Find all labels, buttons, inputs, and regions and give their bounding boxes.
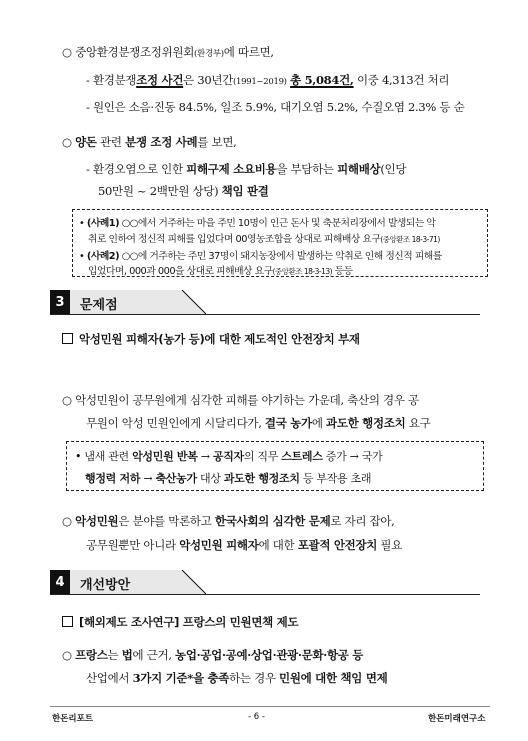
text-emph: 프랑스 xyxy=(75,648,108,662)
text: 입었다며, 000과 000을 상대로 피해배상 요구 xyxy=(88,266,273,277)
text-emph: 양돈 xyxy=(75,135,97,149)
text-emph: 공직자 xyxy=(212,450,244,463)
bullet-circle: ○ xyxy=(62,45,72,59)
text-emph: 결국 농가 xyxy=(264,416,312,430)
text: 무원이 악성 민원인에게 시달리다가, xyxy=(86,416,265,430)
para-france-law-cont xyxy=(86,670,387,686)
text: 로 자리 잡아, xyxy=(330,514,395,528)
square-bullet-icon xyxy=(62,616,73,627)
arrow: → xyxy=(140,472,156,485)
bullet-circle: ○ xyxy=(62,514,72,528)
text: 중앙환경분쟁조정위원회 xyxy=(75,45,195,59)
text: 공무원뿐만 아니라 xyxy=(86,538,180,552)
text-emph: 축산농가 xyxy=(155,472,197,485)
text: 산업에서 xyxy=(86,671,133,685)
section-title: 개선방안 xyxy=(80,578,131,593)
case-label: (사례1) xyxy=(86,218,120,229)
section-rule xyxy=(50,594,480,595)
text: 에 근거, xyxy=(132,648,176,662)
case2-line1 xyxy=(79,248,442,262)
para-france-law xyxy=(62,647,363,663)
heading-problem xyxy=(62,331,360,347)
text-note: (1991~2019) xyxy=(232,77,287,87)
para-compensation xyxy=(86,161,406,177)
dash: - xyxy=(86,162,90,176)
dash: - xyxy=(86,100,90,114)
text-emph: 농업·공업·공예·상업·관광·문화·항공 등 xyxy=(175,648,364,662)
case1-line1 xyxy=(79,215,435,229)
text: 를 보면, xyxy=(197,135,237,149)
para-dispute-cases xyxy=(86,72,449,88)
footer-rule xyxy=(50,706,490,707)
case-label: (사례2) xyxy=(86,251,120,262)
text: 에 따르면, xyxy=(223,45,274,59)
text: 환경분쟁 xyxy=(92,73,137,87)
text-emph: 총 5,084건, xyxy=(290,73,354,87)
text-emph: 피해배상 xyxy=(337,162,381,176)
text: 50만원 ~ 2백만원 상당) xyxy=(98,184,222,198)
text: 의 직무 xyxy=(243,450,282,463)
text: 등 부작용 초래 xyxy=(299,472,372,485)
text: 등등 xyxy=(332,266,353,277)
text: 증가 → 국가 xyxy=(322,450,383,463)
text: 는 xyxy=(107,648,122,662)
text: 을 부담하는 xyxy=(276,162,338,176)
text-emph: 포괄적 안전장치 xyxy=(297,538,378,552)
text: 대상 xyxy=(196,472,224,485)
flow-box xyxy=(66,441,484,491)
heading-improvement xyxy=(62,614,298,630)
text: 필요 xyxy=(377,538,403,552)
case-example-box xyxy=(72,209,488,277)
text-emph: 민원에 대한 책임 면제 xyxy=(279,671,388,685)
text: 에 대한 xyxy=(258,538,298,552)
text-emph: 조정 사건 xyxy=(136,73,184,87)
para-complaints-cont xyxy=(86,415,430,431)
text: 에 xyxy=(311,416,327,430)
section-rule xyxy=(50,314,480,315)
text-emph: 피해구제 소요비용 xyxy=(186,162,277,176)
section-header-slant xyxy=(170,290,210,315)
para-social-problem-cont xyxy=(86,537,402,553)
text-emph: 과도한 행정조치 xyxy=(326,416,406,430)
bullet-circle: ○ xyxy=(62,135,72,149)
text-emph: 행정력 저하 xyxy=(85,472,141,485)
para-complaints xyxy=(62,392,419,408)
text: 요구 xyxy=(405,416,431,430)
text: 이중 4,313건 처리 xyxy=(353,73,450,87)
case-ref: (중앙환조 18-3-71) xyxy=(380,235,440,244)
text-emph: 스트레스 xyxy=(281,450,323,463)
dash: - xyxy=(86,73,90,87)
bullet-circle: ○ xyxy=(62,648,72,662)
case2-line2 xyxy=(88,263,353,277)
text: 은 분야를 막론하고 xyxy=(118,514,215,528)
text: 하는 경우 xyxy=(229,671,280,685)
text: 악성민원이 공무원에게 심각한 피해를 야기하는 가운데, 축산의 경우 공 xyxy=(75,393,419,407)
section-header-slant xyxy=(170,570,210,595)
text: [해외제도 조사연구] 프랑스의 민원면책 제도 xyxy=(79,615,299,629)
text: 원인은 소음·진동 84.5%, 일조 5.9%, 대기오염 5.2%, 수질오염 2.3% 등 순 xyxy=(92,100,465,114)
text: 관련 xyxy=(96,135,126,149)
text-emph: 한국사회의 심각한 문제 xyxy=(214,514,331,528)
text-emph: 책임 판결 xyxy=(221,184,269,198)
section-number: 3 xyxy=(50,290,70,314)
bullet-dot: • xyxy=(79,218,87,229)
text: 취로 인하여 정신적 피해를 입었다며 00영농조합을 상대로 피해배상 요구 xyxy=(88,234,381,245)
para-environment-committee xyxy=(62,44,274,60)
text: 환경오염으로 인한 xyxy=(92,162,187,176)
para-pig-cases xyxy=(62,134,236,150)
arrow: → xyxy=(197,450,213,463)
text: • 냄새 관련 xyxy=(75,450,133,463)
text-emph: 분쟁 조정 사례 xyxy=(125,135,198,149)
case1-line2 xyxy=(88,231,440,245)
para-compensation-cont xyxy=(98,183,269,199)
text-emph: 과도한 행정조치 xyxy=(223,472,300,485)
square-bullet-icon xyxy=(62,333,73,344)
bullet-dot: • xyxy=(79,251,87,262)
text-emph: 악성민원 반복 xyxy=(132,450,198,463)
text: (인당 xyxy=(380,162,407,176)
section-number: 4 xyxy=(50,570,70,594)
text-emph: 악성민원 xyxy=(75,514,119,528)
case-ref: (중앙환조 18-3-13) xyxy=(272,267,333,276)
footer-page-number: - 6 - xyxy=(248,712,265,722)
text: ○○에서 거주하는 마을 주민 10명이 인근 돈사 및 축분처리장에서 발생되는 악 xyxy=(119,218,436,229)
footer-right: 한돈미래연구소 xyxy=(428,714,486,724)
flow-line2 xyxy=(85,470,371,486)
para-social-problem xyxy=(62,513,395,529)
text-emph: 법 xyxy=(121,648,133,662)
para-causes xyxy=(86,99,464,115)
text-emph: 악성민원 피해자 xyxy=(179,538,259,552)
text: ○○에 거주하는 주민 37명이 돼지농장에서 발생하는 악취로 인해 정신적 피해를 xyxy=(119,251,442,262)
flow-line1 xyxy=(75,448,382,464)
bullet-circle: ○ xyxy=(62,393,72,407)
text: 은 30년간 xyxy=(183,73,233,87)
footer-left: 한돈리포트 xyxy=(52,714,94,724)
text-note: (환경부) xyxy=(194,49,224,59)
text: 악성민원 피해자(농가 등)에 대한 제도적인 안전장치 부재 xyxy=(79,332,360,346)
text-emph: 3가지 기준*을 충족 xyxy=(132,671,230,685)
section-title: 문제점 xyxy=(80,298,118,313)
